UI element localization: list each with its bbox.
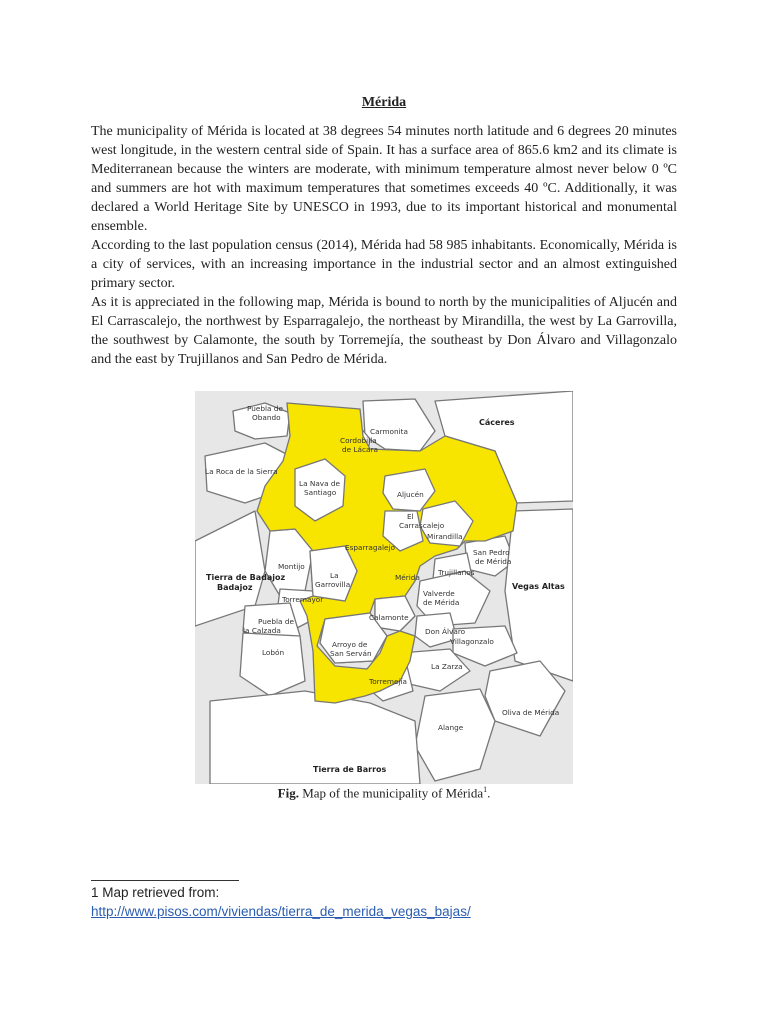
caption-suffix: . bbox=[487, 785, 491, 801]
map-label-villagonzalo: Villagonzalo bbox=[450, 637, 494, 646]
map-label-arroyo: San Serván bbox=[330, 649, 372, 658]
caption-text: Map of the municipality of Mérida bbox=[298, 785, 484, 801]
paragraph: According to the last population census (2014), Mérida had 58 985 inhabitants. Economically, Mérida is a city of services, with an increasing importance in the industrial sector and an almost extinguished primary sector. bbox=[91, 238, 677, 291]
map-label-garrovilla: La bbox=[330, 571, 339, 580]
map-label-aljucen: Aljucén bbox=[397, 490, 424, 499]
map-label-san-pedro: San Pedro bbox=[473, 548, 510, 557]
map-svg bbox=[195, 391, 573, 784]
map-label-nava-santiago: Santiago bbox=[304, 488, 337, 497]
paragraph: The municipality of Mérida is located at 38 degrees 54 minutes north latitude and 6 degrees 20 minutes west longitude, in the western central side of Spain. It has a surface area of 865.6 km2 and its climate is Mediterranean because the winters are moderate, with minimum temperature almost never below 0 ºC and summers are hot with maximum temperatures that sometimes exceeds 40 ºC. Additionally, it was declared a World Heritage Site by UNESCO in 1993, due to its important historical and monumental ensemble. bbox=[91, 124, 677, 234]
page-title: Mérida bbox=[361, 95, 407, 110]
footnote-text: 1 Map retrieved from: bbox=[91, 885, 220, 900]
map-region-tierra-badajoz: Tierra de Badajoz bbox=[206, 573, 286, 582]
map-label-arroyo: Arroyo de bbox=[332, 640, 368, 649]
paragraph: As it is appreciated in the following map, Mérida is bound to north by the municipalities of Aljucén and El Carrascalejo, the northwest by Esparragalejo, the northeast by Mirandilla, the west by La Garrovilla, the southwest by Calamonte, the south by Torremejía, the southeast by Don Álvaro and Villagonzalo and the east by Trujillanos and San Pedro de Mérida. bbox=[91, 295, 677, 367]
map-label-oliva: Oliva de Mérida bbox=[502, 708, 560, 717]
map-label-cordobilla: de Lácara bbox=[342, 445, 378, 454]
map-label-merida: Mérida bbox=[395, 573, 420, 582]
map-label-nava-santiago: La Nava de bbox=[299, 479, 341, 488]
map-label-torremejia: Torremejía bbox=[369, 677, 408, 686]
map-label-mirandilla: Mirandilla bbox=[427, 532, 463, 541]
map-label-lobon: Lobón bbox=[262, 648, 285, 657]
map-label-carrascalejo: Carrascalejo bbox=[399, 521, 445, 530]
map-label-la-zarza: La Zarza bbox=[431, 662, 463, 671]
map-label-don-alvaro: Don Álvaro bbox=[425, 627, 466, 636]
map-label-garrovilla: Garrovilla bbox=[315, 580, 351, 589]
municipality-map bbox=[195, 391, 573, 784]
map-label-san-pedro: de Mérida bbox=[475, 557, 512, 566]
map-label-cordobilla: Cordobilla bbox=[340, 436, 377, 445]
map-region-vegas-altas: Vegas Altas bbox=[512, 582, 565, 591]
map-label-trujillanos: Trujillanos bbox=[438, 568, 475, 577]
map-label-alange: Alange bbox=[438, 723, 464, 732]
map-label-carrascalejo: El bbox=[407, 512, 414, 521]
map-label-puebla-calzada: la Calzada bbox=[243, 626, 281, 635]
footnote bbox=[91, 883, 471, 921]
map-region-caceres: Cáceres bbox=[479, 418, 515, 427]
map-label-valverde: Valverde bbox=[423, 589, 455, 598]
caption-footnote-ref[interactable]: 1 bbox=[483, 785, 488, 794]
map-label-esparragalejo: Esparragalejo bbox=[345, 543, 395, 552]
map-label-puebla-calzada: Puebla de bbox=[258, 617, 294, 626]
map-area-alange bbox=[415, 689, 495, 781]
map-region-tierra-badajoz: Badajoz bbox=[217, 583, 253, 592]
footnote-link[interactable]: http://www.pisos.com/viviendas/tierra_de_merida_vegas_bajas/ bbox=[91, 904, 471, 919]
map-label-calamonte: Calamonte bbox=[369, 613, 409, 622]
footnote-separator bbox=[91, 880, 239, 881]
map-region-tierra-barros: Tierra de Barros bbox=[313, 765, 387, 774]
body-text bbox=[91, 122, 677, 369]
map-area-lobon bbox=[240, 633, 305, 696]
map-label-montijo: Montijo bbox=[278, 562, 305, 571]
map-label-puebla-obando: Obando bbox=[252, 413, 281, 422]
map-label-valverde: de Mérida bbox=[423, 598, 460, 607]
map-area-vegas-altas bbox=[505, 509, 573, 681]
map-label-carmonita: Carmonita bbox=[370, 427, 408, 436]
map-label-puebla-obando: Puebla de bbox=[247, 404, 283, 413]
caption-prefix: Fig. bbox=[277, 785, 299, 801]
figure-caption bbox=[0, 785, 768, 801]
map-label-torremayor: Torremayor bbox=[282, 595, 324, 604]
map-label-roca-sierra: La Roca de la Sierra bbox=[205, 467, 278, 476]
